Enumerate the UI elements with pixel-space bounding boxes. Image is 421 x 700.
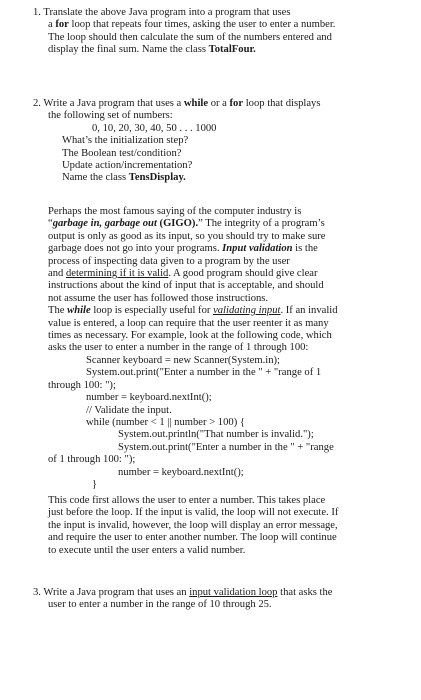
gigo-phrase: garbage in, garbage out bbox=[52, 218, 157, 230]
code-line-5: // Validate the input. bbox=[86, 404, 172, 416]
q1-line-2: a for loop that repeats four times, asking the user to enter a number. bbox=[48, 19, 336, 31]
code-line-4: number = keyboard.nextInt(); bbox=[86, 392, 212, 404]
code-line-9: of 1 through 100: "); bbox=[48, 454, 136, 466]
q1-line-1: 1. Translate the above Java program into a program that uses bbox=[33, 7, 291, 18]
para-line-6: and determining if it is valid. A good program should give clear bbox=[48, 267, 318, 279]
para-line-10: value is entered, a loop can require that the user reenter it as many bbox=[48, 317, 329, 329]
q2-class-name: Name the class TensDisplay. bbox=[62, 172, 186, 184]
q2-number: 2. bbox=[33, 98, 41, 109]
explain-line-5: to execute until the user enters a valid number. bbox=[48, 544, 246, 556]
q3-number: 3. bbox=[33, 587, 41, 598]
question-2 bbox=[33, 98, 320, 185]
code-example bbox=[48, 355, 334, 491]
q2-line-1: 2. Write a Java program that uses a while or a for loop that displays bbox=[33, 98, 321, 109]
para-line-2: “garbage in, garbage out (GIGO).” The integrity of a program’s bbox=[48, 218, 325, 230]
para-line-4: garbage does not go into your programs. Input validation is the bbox=[48, 243, 318, 255]
input-validation-loop-term: input validation loop bbox=[189, 587, 278, 598]
input-validation-paragraph bbox=[48, 206, 338, 355]
q1-line-4: display the final sum. Name the class TotalFour. bbox=[48, 44, 256, 56]
explain-line-3: the input is invalid, however, the loop will display an error message, bbox=[48, 519, 338, 531]
q2-line-2: the following set of numbers: bbox=[48, 110, 173, 122]
q2-sequence: 0, 10, 20, 30, 40, 50 . . . 1000 bbox=[92, 122, 217, 134]
code-explanation bbox=[48, 495, 338, 557]
input-validation-term: Input validation bbox=[222, 243, 293, 255]
code-line-1: Scanner keyboard = new Scanner(System.in); bbox=[86, 355, 280, 366]
para-line-9: The while loop is especially useful for validating input. If an invalid bbox=[48, 305, 338, 317]
code-line-3: through 100: "); bbox=[48, 379, 116, 391]
para-line-3: output is only as good as its input, so you should try to make sure bbox=[48, 230, 326, 242]
para-line-1: Perhaps the most famous saying of the computer industry is bbox=[48, 206, 302, 217]
code-line-7: System.out.println("That number is invalid."); bbox=[118, 429, 314, 441]
class-name-tensdisplay: TensDisplay. bbox=[128, 172, 186, 184]
code-line-8: System.out.print("Enter a number in the " + "range bbox=[118, 441, 334, 453]
q2-test-question: The Boolean test/condition? bbox=[62, 147, 182, 159]
para-line-11: times as necessary. For example, look at the following code, which bbox=[48, 329, 332, 341]
code-line-10: number = keyboard.nextInt(); bbox=[118, 466, 244, 478]
explain-line-4: and require the user to enter another number. The loop will continue bbox=[48, 532, 337, 544]
q3-line-1: 3. Write a Java program that uses an input validation loop that asks the bbox=[33, 587, 333, 598]
q3-line-2: user to enter a number in the range of 10 through 25. bbox=[48, 599, 272, 611]
para-line-8: not assume the user has followed those instructions. bbox=[48, 292, 269, 304]
q1-line-3: The loop should then calculate the sum of the numbers entered and bbox=[48, 31, 332, 43]
para-line-5: process of inspecting data given to a program by the user bbox=[48, 255, 290, 267]
class-name-totalfour: TotalFour. bbox=[208, 44, 256, 56]
para-line-7: instructions about the kind of input that is acceptable, and should bbox=[48, 280, 324, 292]
q1-number: 1. bbox=[33, 7, 41, 18]
para-line-12: asks the user to enter a number in the range of 1 through 100: bbox=[48, 342, 309, 354]
code-line-11: } bbox=[92, 478, 98, 490]
keyword-for: for bbox=[55, 19, 69, 31]
question-3 bbox=[33, 587, 333, 612]
q2-init-question: What’s the initialization step? bbox=[62, 135, 189, 147]
code-line-6: while (number < 1 || number > 100) { bbox=[86, 416, 245, 428]
explain-line-1: This code first allows the user to enter a number. This takes place bbox=[48, 495, 326, 506]
q2-update-question: Update action/incrementation? bbox=[62, 159, 193, 171]
question-1 bbox=[33, 7, 335, 57]
explain-line-2: just before the loop. If the input is valid, the loop will not execute. If bbox=[48, 507, 339, 519]
code-line-2: System.out.print("Enter a number in the " + "range of 1 bbox=[86, 367, 322, 379]
validating-input-term: validating input bbox=[213, 305, 281, 317]
